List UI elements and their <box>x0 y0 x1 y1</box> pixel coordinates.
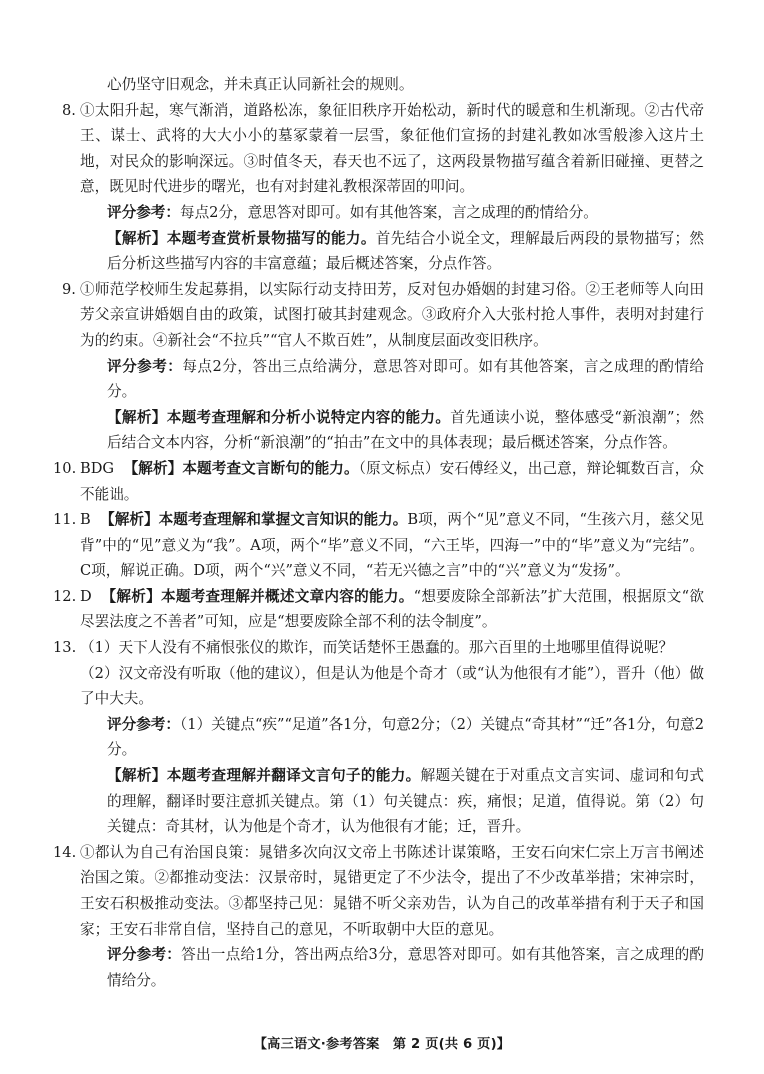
analysis-heading: 本题考查文言断句的能力。 <box>182 459 359 477</box>
question-number: 11. <box>53 511 77 529</box>
analysis-heading: 本题考查理解并翻译文言句子的能力。 <box>166 767 421 785</box>
analysis-text: 解题关键在于对重点文言实词、虚词和句式的理解，翻译时要注意抓关键点。第（1）句关键点：疾，痛恨；足道，值得说。第（2）句关键点：奇其材，认为他是个奇才，认为他很有才能；迁，晋升。 <box>107 767 704 836</box>
analysis <box>80 405 704 456</box>
analysis-label: 【解析】 <box>107 767 167 785</box>
score-text: 每点2分，意思答对即可。如有其他答案，言之成理的酌情给分。 <box>179 203 598 221</box>
answer-text: ①师范学校师生发起募捐，以实际行动支持田芳，反对包办婚姻的封建习俗。②王老师等人向田芳父亲宣讲婚姻自由的政策，试图打破其封建观念。③政府介入大张村抢人事件，表明对封建行为的约束。④新社会“不拉兵”“官人不欺百姓”，从制度层面改变旧秩序。 <box>80 280 704 349</box>
question-number: 13. <box>53 639 77 657</box>
analysis-text: B项，两个“见”意义不同，“生孩六月，慈父见背”中的“见”意义为“我”。A项，两个“毕”意义不同，“六王毕，四海一”中的“毕”意义为“完结”。C项，解说正确。D项，两个“兴”意义不同，“若无兴德之言”中的“兴”意义为“发扬”。 <box>80 511 704 580</box>
score-label: 评分参考： <box>107 715 180 733</box>
answer-choice: D <box>80 587 92 605</box>
analysis-label: 【解析】 <box>101 587 161 605</box>
page-footer <box>0 1033 764 1052</box>
score-reference <box>80 354 704 405</box>
analysis-text: （原文标点）安石傅经义，出己意，辩论辄数百言，众不能诎。 <box>80 459 704 503</box>
score-label: 评分参考： <box>107 203 180 221</box>
analysis-label: 【解析】 <box>107 229 167 247</box>
question-number: 14. <box>53 843 77 861</box>
question-9 <box>62 277 704 354</box>
answer-text: ①太阳升起，寒气渐消，道路松冻，象征旧秩序开始松动，新时代的暖意和生机渐现。②古代帝王、谋士、武将的大大小小的墓冢蒙着一层雪，象征他们宣扬的封建礼教如冰雪般渗入这片土地，对民众的影响深远。③时值冬天，春天也不远了，这两段景物描写蕴含着新旧碰撞、更替之意，既见时代进步的曙光，也有对封建礼教根深蒂固的叩问。 <box>80 101 704 196</box>
question-number: 10. <box>53 459 77 477</box>
question-13 <box>53 635 704 661</box>
analysis-text: 首先通读小说，整体感受“新浪潮”；然后结合文本内容，分析“新浪潮”的“拍击”在文中的具体表现；最后概述答案，分点作答。 <box>107 408 704 452</box>
question-14 <box>53 840 704 942</box>
analysis <box>80 226 704 277</box>
question-11 <box>53 507 704 584</box>
answer-text: ①都认为自己有治国良策：晁错多次向汉文帝上书陈述计谋策略，王安石向宋仁宗上万言书阐述治国之策。②都推动变法：汉景帝时，晁错更定了不少法令，提出了不少改革举措；宋神宗时，王安石积极推动变法。③都坚持己见：晁错不听父亲劝告，认为自己的改革举措有利于天子和国家；王安石非常自信，坚持自己的意见，不听取朝中大臣的意见。 <box>80 843 704 938</box>
analysis-text: 首先结合小说全文，理解最后两段的景物描写；然后分析这些描写内容的丰富意蕴；最后概述答案，分点作答。 <box>107 229 704 273</box>
analysis-heading: 本题考查理解和掌握文言知识的能力。 <box>158 511 408 529</box>
analysis-label: 【解析】 <box>123 459 183 477</box>
footer-text: 【高三语文·参考答案 第 2 页(共 6 页)】 <box>253 1037 511 1052</box>
question-10 <box>53 456 704 507</box>
score-label: 评分参考： <box>107 946 182 964</box>
score-reference <box>80 942 704 993</box>
intro-line: 心仍坚守旧观念，并未真正认同新社会的规则。 <box>107 76 414 93</box>
analysis-heading: 本题考查赏析景物描写的能力。 <box>166 229 376 247</box>
question-8 <box>62 98 704 200</box>
score-text: 答出一点给1分，答出两点给3分，意思答对即可。如有其他答案，言之成理的酌情给分。 <box>107 946 704 989</box>
analysis-heading: 本题考查理解和分析小说特定内容的能力。 <box>166 408 451 426</box>
score-text: 每点2分，答出三点给满分，意思答对即可。如有其他答案，言之成理的酌情给分。 <box>107 357 704 401</box>
analysis-text: “想要废除全部新法”扩大范围，根据原文“欲尽罢法度之不善者”可知，应是“想要废除全部不利的法令制度”。 <box>80 587 704 631</box>
translation-2: （2）汉文帝没有听取（他的建议），但是认为他是个奇才（或“认为他很有才能”），晋升（他）做了中大夫。 <box>80 664 704 708</box>
answer-choice: B <box>80 511 91 529</box>
question-number: 12. <box>53 587 77 605</box>
question-number: 8. <box>62 101 76 119</box>
translation-1: （1）天下人没有不痛恨张仪的欺诈，而笑话楚怀王愚蠢的。那六百里的土地哪里值得说呢？ <box>80 639 674 657</box>
score-reference <box>80 712 704 763</box>
score-text: （1）关键点“疾”“足道”各1分，句意2分；（2）关键点“奇其材”“迁”各1分，句意2分。 <box>107 715 705 759</box>
analysis-label: 【解析】 <box>100 511 159 529</box>
question-number: 9. <box>62 280 76 298</box>
analysis-label: 【解析】 <box>107 408 167 426</box>
question-12 <box>53 584 704 635</box>
analysis-heading: 本题考查理解并概述文章内容的能力。 <box>160 587 414 605</box>
score-label: 评分参考： <box>107 357 183 375</box>
answer-choice: BDG <box>80 459 115 477</box>
analysis <box>80 763 704 840</box>
score-reference <box>80 200 704 226</box>
